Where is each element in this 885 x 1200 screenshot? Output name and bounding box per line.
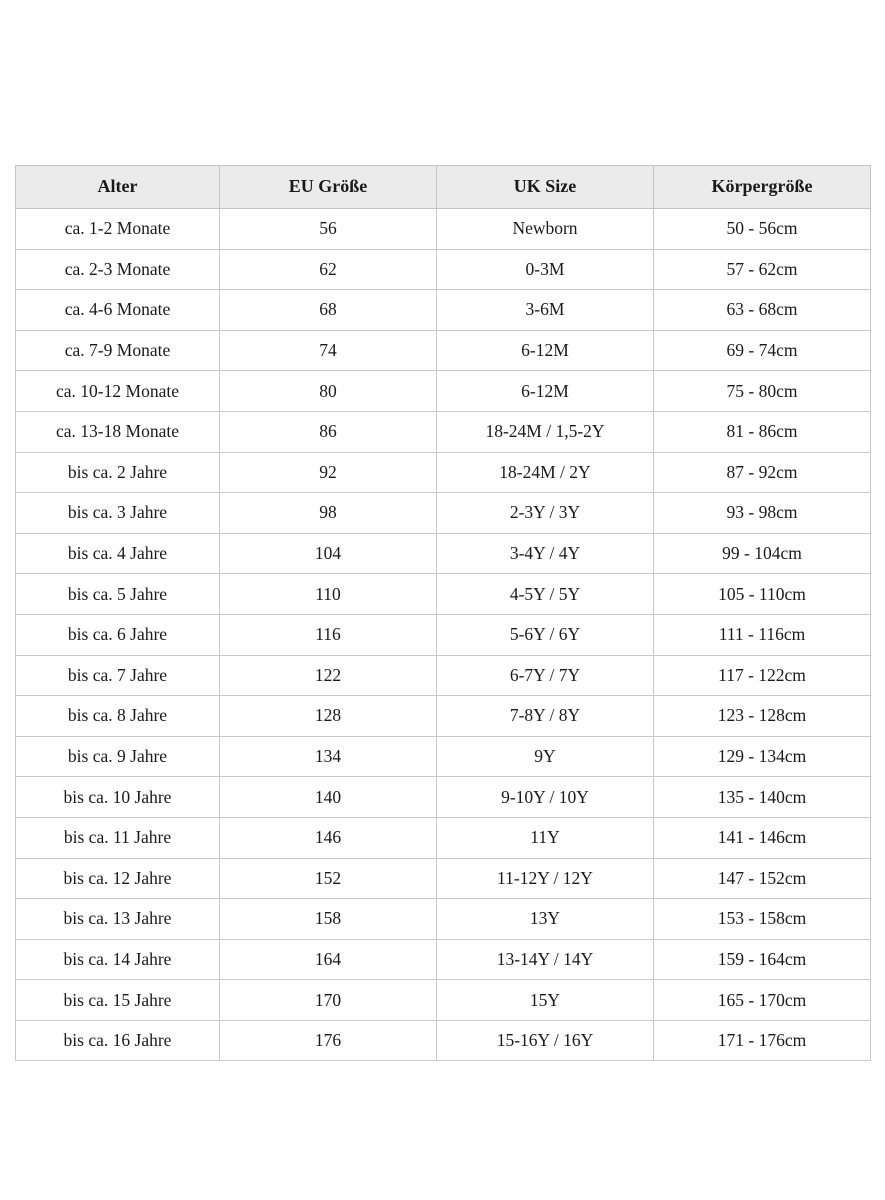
column-header-eu-groesse: EU Größe [220,166,437,209]
table-cell: 11Y [437,817,654,858]
table-cell: 4-5Y / 5Y [437,574,654,615]
table-row [16,574,871,615]
table-cell: 6-12M [437,371,654,412]
table-cell: bis ca. 2 Jahre [16,452,220,493]
table-cell: 93 - 98cm [654,493,871,534]
table-cell: ca. 4-6 Monate [16,290,220,331]
table-cell: 104 [220,533,437,574]
table-cell: 62 [220,249,437,290]
table-row [16,980,871,1021]
table-cell: 18-24M / 2Y [437,452,654,493]
table-row [16,371,871,412]
table-row [16,330,871,371]
table-cell: 56 [220,209,437,250]
table-cell: 170 [220,980,437,1021]
table-cell: 13Y [437,899,654,940]
table-cell: bis ca. 16 Jahre [16,1020,220,1061]
table-cell: 117 - 122cm [654,655,871,696]
table-row [16,290,871,331]
table-row [16,209,871,250]
table-cell: 110 [220,574,437,615]
table-cell: 99 - 104cm [654,533,871,574]
table-row [16,452,871,493]
table-row [16,777,871,818]
table-cell: 92 [220,452,437,493]
size-table-container [15,165,870,1061]
table-row [16,817,871,858]
table-cell: bis ca. 11 Jahre [16,817,220,858]
table-cell: 75 - 80cm [654,371,871,412]
table-cell: 135 - 140cm [654,777,871,818]
column-header-koerpergroesse: Körpergröße [654,166,871,209]
table-row [16,655,871,696]
table-cell: 147 - 152cm [654,858,871,899]
table-row [16,939,871,980]
table-cell: 18-24M / 1,5-2Y [437,411,654,452]
table-cell: bis ca. 9 Jahre [16,736,220,777]
table-cell: 159 - 164cm [654,939,871,980]
table-cell: 116 [220,614,437,655]
table-cell: 128 [220,696,437,737]
table-cell: 68 [220,290,437,331]
column-header-uk-size: UK Size [437,166,654,209]
table-row [16,1020,871,1061]
table-cell: ca. 7-9 Monate [16,330,220,371]
table-cell: 123 - 128cm [654,696,871,737]
table-cell: 2-3Y / 3Y [437,493,654,534]
table-cell: 81 - 86cm [654,411,871,452]
table-cell: 74 [220,330,437,371]
table-cell: bis ca. 15 Jahre [16,980,220,1021]
table-cell: 69 - 74cm [654,330,871,371]
table-row [16,899,871,940]
table-cell: bis ca. 10 Jahre [16,777,220,818]
table-cell: 13-14Y / 14Y [437,939,654,980]
table-cell: ca. 1-2 Monate [16,209,220,250]
table-cell: 80 [220,371,437,412]
table-cell: 176 [220,1020,437,1061]
table-cell: 6-7Y / 7Y [437,655,654,696]
table-row [16,614,871,655]
table-cell: 0-3M [437,249,654,290]
table-cell: ca. 10-12 Monate [16,371,220,412]
table-cell: bis ca. 8 Jahre [16,696,220,737]
table-cell: 3-4Y / 4Y [437,533,654,574]
table-row [16,493,871,534]
table-header [16,166,871,209]
table-cell: 146 [220,817,437,858]
table-cell: 50 - 56cm [654,209,871,250]
table-cell: 11-12Y / 12Y [437,858,654,899]
table-cell: 134 [220,736,437,777]
table-cell: 129 - 134cm [654,736,871,777]
table-cell: 5-6Y / 6Y [437,614,654,655]
table-cell: 9-10Y / 10Y [437,777,654,818]
table-cell: bis ca. 14 Jahre [16,939,220,980]
table-cell: 9Y [437,736,654,777]
table-cell: bis ca. 5 Jahre [16,574,220,615]
table-row [16,736,871,777]
table-cell: 158 [220,899,437,940]
table-cell: 105 - 110cm [654,574,871,615]
table-cell: 6-12M [437,330,654,371]
table-row [16,249,871,290]
table-cell: 15-16Y / 16Y [437,1020,654,1061]
table-cell: 3-6M [437,290,654,331]
table-header-row [16,166,871,209]
table-cell: bis ca. 3 Jahre [16,493,220,534]
table-cell: 87 - 92cm [654,452,871,493]
table-row [16,858,871,899]
table-cell: 15Y [437,980,654,1021]
table-cell: Newborn [437,209,654,250]
table-cell: 165 - 170cm [654,980,871,1021]
table-cell: 111 - 116cm [654,614,871,655]
table-cell: bis ca. 13 Jahre [16,899,220,940]
table-cell: bis ca. 6 Jahre [16,614,220,655]
column-header-alter: Alter [16,166,220,209]
table-cell: 171 - 176cm [654,1020,871,1061]
table-cell: bis ca. 4 Jahre [16,533,220,574]
table-row [16,533,871,574]
table-cell: 63 - 68cm [654,290,871,331]
table-cell: 164 [220,939,437,980]
size-chart-table [15,165,871,1061]
table-cell: ca. 2-3 Monate [16,249,220,290]
table-cell: 86 [220,411,437,452]
table-cell: 7-8Y / 8Y [437,696,654,737]
table-cell: 153 - 158cm [654,899,871,940]
table-cell: 98 [220,493,437,534]
table-cell: 122 [220,655,437,696]
table-body [16,209,871,1061]
table-row [16,411,871,452]
table-cell: bis ca. 12 Jahre [16,858,220,899]
table-cell: ca. 13-18 Monate [16,411,220,452]
table-cell: 140 [220,777,437,818]
table-cell: bis ca. 7 Jahre [16,655,220,696]
table-cell: 152 [220,858,437,899]
table-cell: 141 - 146cm [654,817,871,858]
table-row [16,696,871,737]
table-cell: 57 - 62cm [654,249,871,290]
